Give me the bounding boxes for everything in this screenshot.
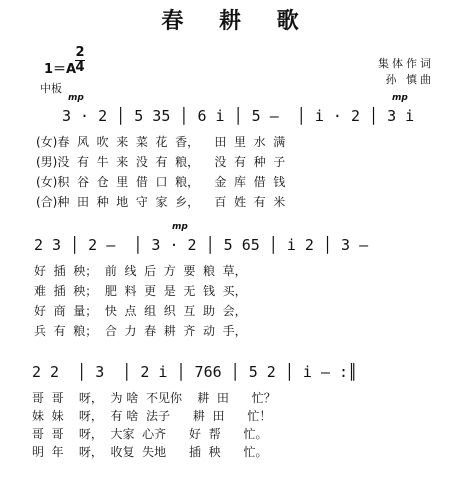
lyric-line-1-verse-4: (合)种 田 种 地 守 家 乡， 百 姓 有 米 bbox=[36, 195, 286, 209]
song-title: 春 耕 歌 bbox=[161, 8, 313, 34]
notation-line-2: 2 3 │ 2 – │ 3 · 2 │ 5 65 │ i 2 │ 3 – bbox=[34, 236, 369, 254]
composer: 孙 慎曲 bbox=[385, 73, 434, 86]
dynamic-mark: mp bbox=[172, 222, 188, 232]
lyric-line-2-verse-1: 好 插 秧； 前 线 后 方 要 粮 草， bbox=[34, 264, 247, 278]
key-signature: 1＝A bbox=[44, 62, 77, 77]
dynamic-mark: mp bbox=[392, 93, 408, 103]
lyric-line-2-verse-3: 好 商 量； 快 点 组 织 互 助 会， bbox=[34, 304, 247, 318]
dynamic-mark: mp bbox=[68, 93, 84, 103]
lyric-line-1-verse-1: (女)春 风 吹 来 菜 花 香， 田 里 水 满 bbox=[36, 135, 286, 149]
lyric-line-1-verse-2: (男)没 有 牛 来 没 有 粮， 没 有 种 子 bbox=[36, 155, 286, 169]
lyric-line-3-verse-1: 哥 哥 呀， 为 啥 不见你 耕 田 忙？ bbox=[32, 391, 276, 405]
credits bbox=[378, 56, 434, 88]
lyric-line-3-verse-2: 妹 妹 呀， 有 啥 法子 耕 田 忙！ bbox=[32, 409, 272, 423]
lyric-line-3-verse-3: 哥 哥 呀， 大家 心齐 好 帮 忙。 bbox=[32, 427, 268, 441]
tempo-marking: 中板 bbox=[40, 82, 62, 95]
lyric-line-3-verse-4: 明 年 呀， 收复 失地 插 秧 忙。 bbox=[32, 445, 268, 459]
lyric-line-1-verse-3: (女)积 谷 仓 里 借 口 粮， 金 库 借 钱 bbox=[36, 175, 286, 189]
time-bottom: 4 bbox=[75, 60, 85, 75]
lyric-line-2-verse-4: 兵 有 粮； 合 力 春 耕 齐 动 手， bbox=[34, 324, 247, 338]
time-top: 2 bbox=[75, 45, 85, 60]
time-signature bbox=[75, 46, 85, 75]
lyricist: 集体作词 bbox=[378, 57, 434, 70]
lyric-line-2-verse-2: 难 插 秧； 肥 料 更 是 无 钱 买， bbox=[34, 284, 247, 298]
notation-line-1: 3 · 2 │ 5 35 │ 6 i │ 5 – │ i · 2 │ 3 i bbox=[62, 107, 415, 125]
notation-line-3: 2 2 │ 3 │ 2 i │ 766 │ 5 2 │ i – :║ bbox=[32, 363, 358, 381]
